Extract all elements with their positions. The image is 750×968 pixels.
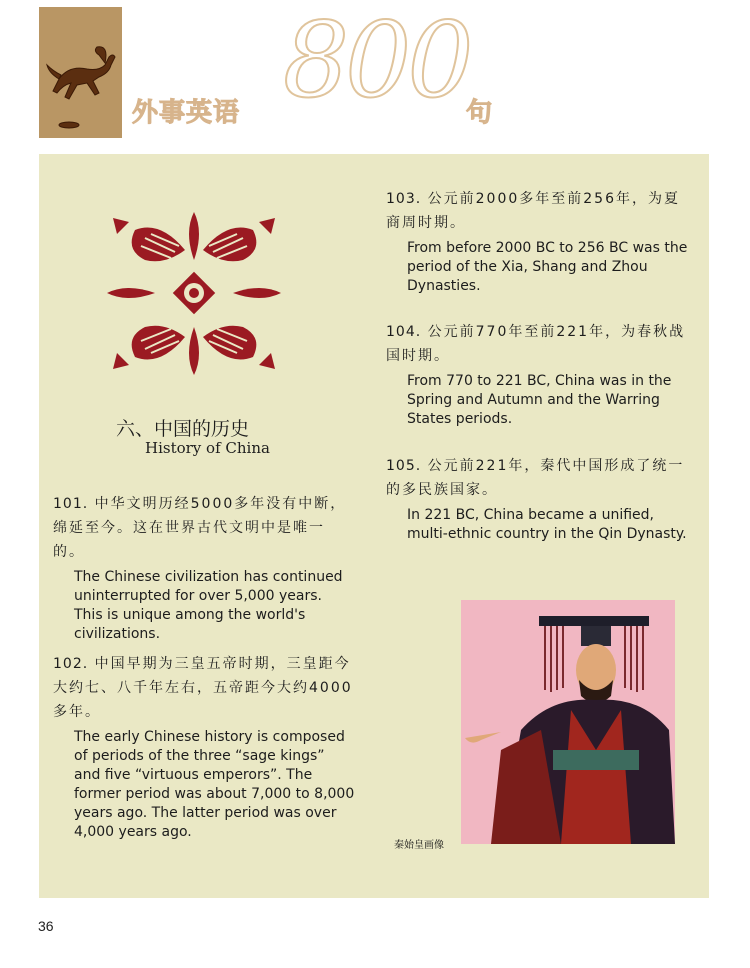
sentence-number: 104. [386, 324, 422, 340]
sentence-number: 103. [386, 191, 422, 207]
qin-emperor-portrait-icon [461, 600, 675, 844]
sentence-cn-text: 公元前2000多年至前256年，为夏商周时期。 [386, 191, 680, 231]
portrait-image [461, 600, 675, 844]
sentence-cn-text: 公元前221年，秦代中国形成了统一的多民族国家。 [386, 458, 685, 498]
paper-cut-ornament-icon [105, 210, 283, 377]
page-number: 36 [38, 918, 54, 934]
sentence-item-103 [386, 187, 688, 296]
sentence-en: The Chinese civilization has continued uninterrupted for over 5,000 years. This is unique among the world's civilizations. [74, 569, 343, 642]
header-title-suffix: 句 [466, 98, 493, 128]
header-logo [39, 7, 122, 138]
sentence-en: From 770 to 221 BC, China was in the Spring and Autumn and the Warring States periods. [407, 373, 672, 427]
sentence-number: 102. [53, 656, 89, 672]
section-title: 六、中国的历史 [116, 418, 250, 440]
sentence-cn [53, 652, 355, 724]
sentence-cn [386, 320, 688, 368]
sentence-cn [53, 492, 353, 564]
sentence-item-105 [386, 454, 688, 544]
section-subtitle: History of China [145, 439, 270, 457]
sentence-number: 105. [386, 458, 422, 474]
sentence-cn-text: 中国早期为三皇五帝时期，三皇距今大约七、八千年左右，五帝距今大约4000多年。 [53, 656, 353, 720]
sentence-item-102 [53, 652, 355, 842]
sentence-cn-text: 公元前770年至前221年，为春秋战国时期。 [386, 324, 686, 364]
sentence-cn-text: 中华文明历经5000多年没有中断，绵延至今。这在世界古代文明中是唯一的。 [53, 496, 347, 560]
sentence-en: From before 2000 BC to 256 BC was the period of the Xia, Shang and Zhou Dynasties. [407, 240, 688, 294]
header-number: 800 [283, 0, 470, 121]
sentence-item-101 [53, 492, 353, 644]
header-title: 外事英语 [132, 98, 241, 128]
sentence-cn [386, 187, 688, 235]
sentence-number: 101. [53, 496, 89, 512]
portrait-caption: 秦始皇画像 [394, 840, 444, 851]
sentence-cn [386, 454, 688, 502]
sentence-en: The early Chinese history is composed of periods of the three “sage kings” and five “virtuous emperors”. The former period was about 7,000 to 8,000 years ago. The latter period was over 4,000 years ago. [74, 729, 355, 840]
sentence-en: In 221 BC, China became a unified, multi-ethnic country in the Qin Dynasty. [407, 507, 687, 542]
sentence-item-104 [386, 320, 688, 429]
bronze-flying-horse-icon [39, 7, 122, 138]
